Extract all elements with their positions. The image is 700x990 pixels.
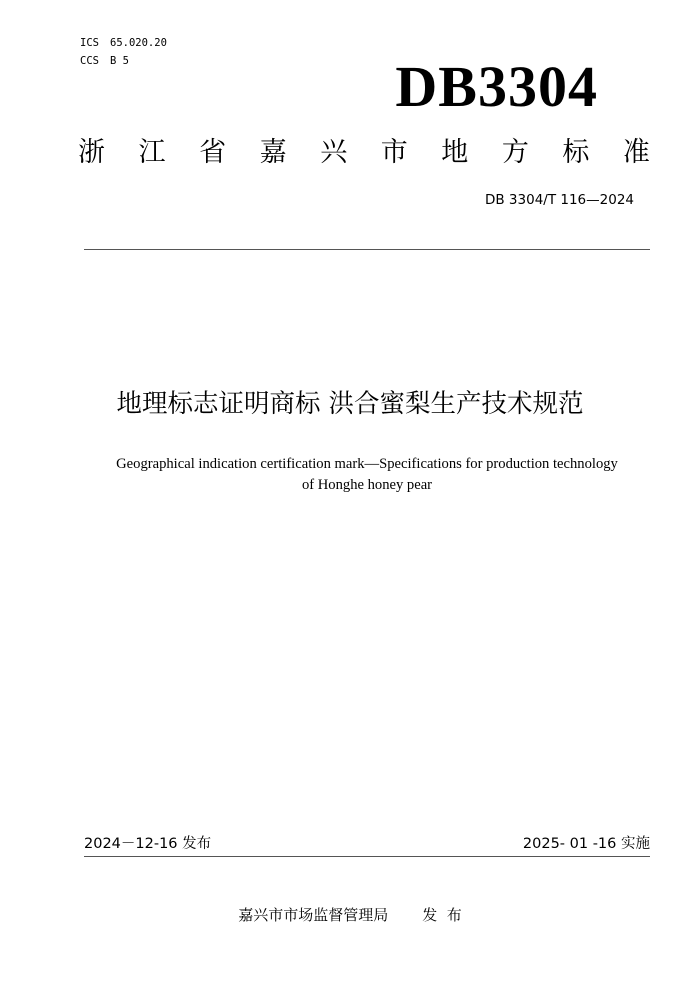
implementation-date: 2025- 01 -16 实施	[522, 836, 650, 852]
issue-date: 2024－12-16 发布	[84, 836, 212, 852]
publisher-line	[0, 905, 700, 925]
org-char: 地	[441, 137, 469, 168]
org-char: 准	[622, 137, 650, 168]
org-char: 市	[380, 137, 408, 168]
ccs-code-row	[80, 52, 167, 70]
top-divider	[84, 249, 650, 250]
ccs-label: CCS	[80, 55, 99, 67]
org-char: 浙	[78, 137, 105, 168]
standard-logo: DB3304	[395, 54, 598, 119]
bottom-divider	[84, 856, 650, 857]
org-char: 兴	[320, 137, 348, 168]
organization-name	[78, 135, 650, 171]
ics-label: ICS	[80, 37, 99, 49]
org-char: 嘉	[259, 137, 287, 168]
org-char: 标	[562, 137, 590, 168]
english-title-line-1: Geographical indication certification mark—Specifications for production technology	[116, 456, 618, 472]
org-char: 方	[501, 137, 529, 168]
english-title-line-2: of Honghe honey pear	[301, 477, 433, 493]
ccs-value: B 5	[110, 55, 129, 67]
document-title-chinese: 地理标志证明商标 洪合蜜梨生产技术规范	[116, 389, 584, 419]
ics-value: 65.020.20	[110, 37, 167, 49]
org-char: 江	[138, 137, 166, 168]
ics-code-row	[80, 34, 167, 52]
publisher-name: 嘉兴市市场监督管理局	[238, 906, 389, 924]
standard-number: DB 3304/T 116—2024	[484, 192, 634, 208]
classification-codes	[80, 34, 167, 70]
publish-action: 发 布	[422, 906, 462, 924]
org-char: 省	[199, 137, 227, 168]
document-title-english	[80, 454, 654, 496]
